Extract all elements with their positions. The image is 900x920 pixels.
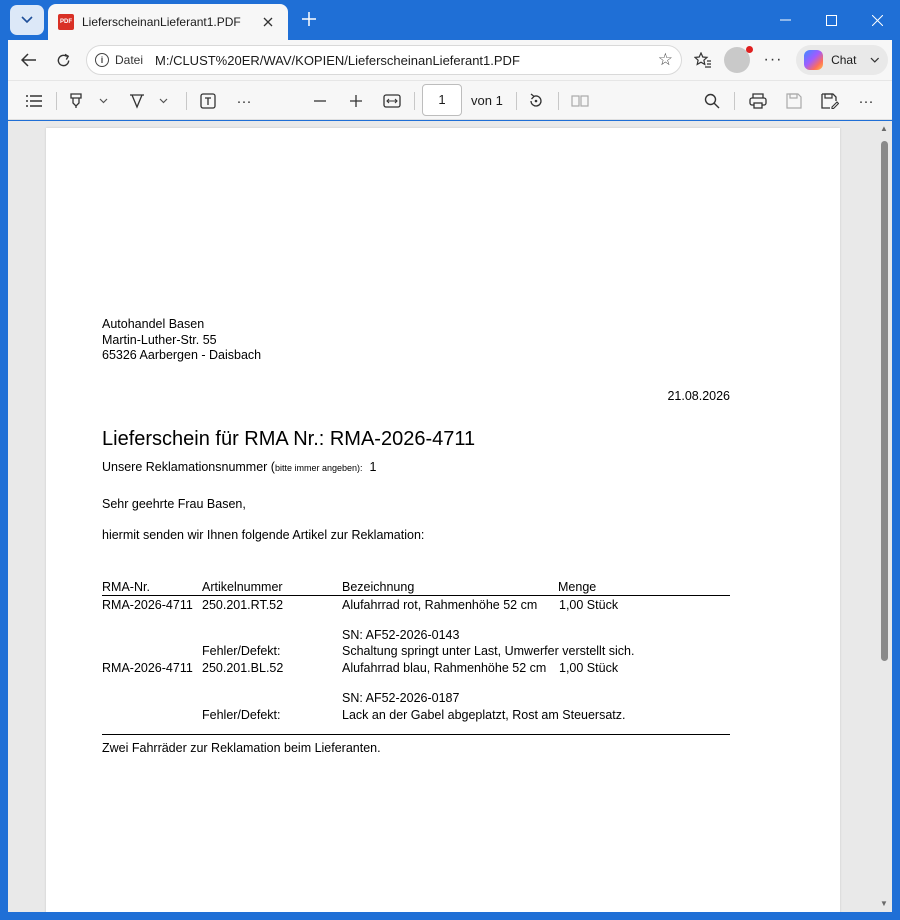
- reference-line: [102, 460, 376, 474]
- maximize-button[interactable]: [808, 0, 854, 40]
- column-header-rma: RMA-Nr.: [102, 580, 150, 594]
- chevron-down-icon: [870, 57, 880, 63]
- refresh-icon: [56, 53, 71, 68]
- scroll-up-arrow-icon[interactable]: ▲: [880, 124, 888, 133]
- printer-icon: [749, 93, 767, 109]
- pen-icon: [129, 93, 145, 109]
- toolbar-separator: [558, 92, 559, 110]
- fit-to-width-button[interactable]: [380, 89, 404, 113]
- navigation-bar: [8, 40, 892, 80]
- table-row-defect: [102, 708, 730, 724]
- address-bar[interactable]: [86, 45, 682, 75]
- tab-close-button[interactable]: [258, 12, 278, 32]
- pdf-icon: PDF: [58, 14, 74, 30]
- fit-width-icon: [383, 94, 401, 108]
- zoom-out-button[interactable]: [308, 89, 332, 113]
- defect-text: Schaltung springt unter Last, Umwerfer verstellt sich.: [342, 644, 635, 658]
- toolbar-separator: [186, 92, 187, 110]
- cell-quantity: 1,00 Stück: [559, 598, 619, 612]
- two-page-icon: [571, 94, 589, 108]
- column-header-description: Bezeichnung: [342, 580, 415, 594]
- plus-icon: [302, 12, 316, 26]
- cell-description: Alufahrrad rot, Rahmenhöhe 52 cm: [342, 598, 538, 612]
- back-arrow-icon: [21, 53, 37, 67]
- page-total: von 1: [471, 93, 503, 108]
- defect-text: Lack an der Gabel abgeplatzt, Rost am Steuersatz.: [342, 708, 626, 722]
- info-icon[interactable]: i: [95, 53, 109, 67]
- text-box-icon: [200, 93, 216, 109]
- new-tab-button[interactable]: [296, 8, 322, 32]
- address-line: Autohandel Basen: [102, 317, 205, 331]
- window-controls: [762, 0, 900, 40]
- tab-title: LieferscheinanLieferant1.PDF: [82, 15, 241, 29]
- column-header-article: Artikelnummer: [202, 580, 283, 594]
- table-header: [102, 580, 730, 596]
- pdf-toolbar: [8, 80, 892, 120]
- cell-rma: RMA-2026-4711: [102, 598, 193, 612]
- close-icon: [263, 17, 273, 27]
- close-icon: [872, 15, 883, 26]
- zoom-in-button[interactable]: [344, 89, 368, 113]
- toolbar-separator: [516, 92, 517, 110]
- chat-label: Chat: [831, 53, 857, 67]
- toolbar-separator: [56, 92, 57, 110]
- cell-quantity: 1,00 Stück: [559, 661, 619, 675]
- table-row: [102, 660, 730, 708]
- table-row: [102, 596, 730, 644]
- favorites-list-icon: [694, 52, 712, 68]
- page-view-button[interactable]: [568, 89, 592, 113]
- plus-icon: [350, 95, 362, 107]
- pdf-page: [46, 128, 840, 912]
- summary-text: Zwei Fahrräder zur Reklamation beim Lieferanten.: [102, 741, 381, 755]
- chevron-down-icon: [21, 16, 33, 24]
- draw-options-button[interactable]: [156, 89, 170, 113]
- settings-more-button[interactable]: [854, 89, 878, 113]
- cell-serial: SN: AF52-2026-0187: [342, 691, 460, 705]
- copilot-chat-button[interactable]: [796, 45, 888, 75]
- address-line: Martin-Luther-Str. 55: [102, 332, 217, 347]
- contents-button[interactable]: [22, 89, 46, 113]
- url-text[interactable]: M:/CLUST%20ER/WAV/KOPIEN/LieferscheinanLieferant1.PDF: [155, 52, 520, 68]
- search-button[interactable]: [700, 89, 724, 113]
- items-table: [102, 580, 730, 724]
- tab-active[interactable]: [48, 4, 288, 40]
- refresh-button[interactable]: [50, 48, 76, 72]
- intro-text: hiermit senden wir Ihnen folgende Artikel zur Reklamation:: [102, 528, 425, 542]
- ellipsis-icon: ···: [236, 92, 252, 110]
- title-bar: [0, 0, 900, 40]
- more-tools-button[interactable]: [232, 89, 256, 113]
- greeting: Sehr geehrte Frau Basen,: [102, 497, 246, 511]
- save-as-icon: [821, 93, 839, 109]
- copilot-icon: [804, 50, 823, 70]
- reference-note: bitte immer angeben):: [274, 463, 363, 473]
- minimize-icon: [780, 19, 791, 21]
- favorite-star-icon[interactable]: ☆: [657, 50, 673, 69]
- save-button[interactable]: [782, 89, 806, 113]
- print-button[interactable]: [746, 89, 770, 113]
- ellipsis-icon: ···: [858, 92, 874, 110]
- table-row-defect: [102, 644, 730, 660]
- cell-serial: SN: AF52-2026-0143: [342, 628, 460, 642]
- chevron-down-icon: [99, 98, 108, 104]
- defect-label: Fehler/Defekt:: [202, 644, 281, 658]
- document-date: 21.08.2026: [667, 389, 730, 403]
- page-number-input[interactable]: 1: [422, 84, 462, 116]
- reference-label: Unsere Reklamationsnummer (: [102, 460, 275, 474]
- highlighter-icon: [69, 93, 85, 109]
- more-options-button[interactable]: [760, 48, 786, 72]
- defect-label: Fehler/Defekt:: [202, 708, 281, 722]
- minimize-button[interactable]: [762, 0, 808, 40]
- pdf-viewport[interactable]: [8, 121, 892, 912]
- maximize-icon: [826, 15, 837, 26]
- favorites-button[interactable]: [690, 48, 716, 72]
- document-heading: Lieferschein für RMA Nr.: RMA-2026-4711: [102, 428, 476, 450]
- scroll-thumb[interactable]: [881, 141, 888, 661]
- toolbar-separator: [414, 92, 415, 110]
- profile-avatar[interactable]: [724, 47, 750, 73]
- close-window-button[interactable]: [854, 0, 900, 40]
- cell-description: Alufahrrad blau, Rahmenhöhe 52 cm: [342, 661, 547, 675]
- sender-address: [102, 317, 261, 364]
- cell-article: 250.201.RT.52: [202, 598, 284, 612]
- highlight-options-button[interactable]: [96, 89, 110, 113]
- scroll-down-arrow-icon[interactable]: ▼: [880, 899, 888, 908]
- address-line: 65326 Aarbergen - Daisbach: [102, 348, 262, 362]
- cell-rma: RMA-2026-4711: [102, 661, 193, 675]
- tab-actions-button[interactable]: [10, 5, 44, 35]
- toolbar-separator: [734, 92, 735, 110]
- draw-button[interactable]: [126, 89, 148, 113]
- save-as-button[interactable]: [818, 89, 842, 113]
- search-icon: [704, 93, 720, 109]
- add-text-button[interactable]: [196, 89, 220, 113]
- column-header-quantity: Menge: [558, 580, 597, 594]
- rotate-button[interactable]: [524, 89, 548, 113]
- rotate-icon: [528, 93, 544, 109]
- reference-value: 1: [369, 460, 377, 474]
- origin-label: Datei: [115, 53, 144, 67]
- table-bottom-rule: [102, 734, 730, 735]
- chevron-down-icon: [159, 98, 168, 104]
- cell-article: 250.201.BL.52: [202, 661, 284, 675]
- save-icon: [786, 93, 802, 109]
- vertical-scrollbar[interactable]: [878, 123, 890, 910]
- ellipsis-icon: ···: [763, 51, 783, 68]
- minus-icon: [314, 100, 326, 102]
- highlight-button[interactable]: [66, 89, 88, 113]
- list-icon: [26, 95, 42, 107]
- back-button[interactable]: [16, 48, 42, 72]
